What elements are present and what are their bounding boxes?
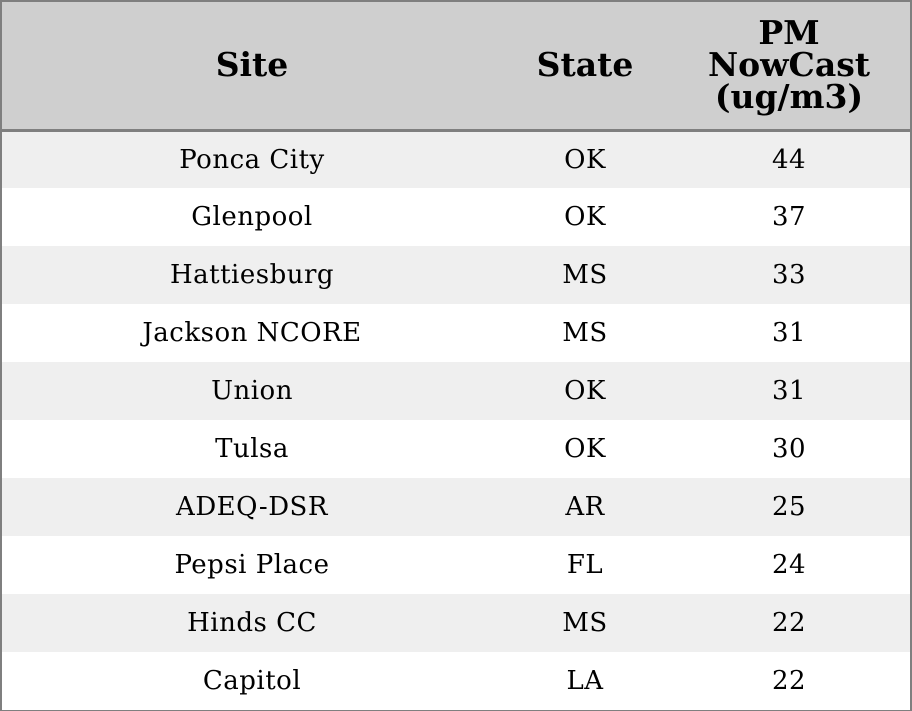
header-pm-nowcast [668, 2, 910, 130]
cell-site: Jackson NCORE [142, 318, 362, 348]
header-state [502, 2, 668, 130]
table-row [2, 246, 910, 304]
cell-pm: 44 [771, 144, 807, 175]
header-state-label: State [536, 45, 634, 85]
header-site-label: Site [215, 45, 289, 85]
table-row [2, 188, 910, 246]
cell-state: OK [564, 434, 606, 464]
table-row [2, 478, 910, 536]
cell-state: MS [562, 608, 608, 638]
cell-pm: 30 [771, 434, 807, 464]
table-row [2, 594, 910, 652]
header-pm-line-3: (ug/m3) [714, 77, 864, 117]
header-row [2, 2, 910, 130]
table-header [2, 2, 910, 130]
cell-state: AR [565, 492, 605, 522]
cell-site: Tulsa [215, 434, 289, 464]
cell-pm: 31 [771, 318, 807, 348]
cell-state: FL [566, 550, 604, 580]
cell-pm: 22 [771, 608, 807, 638]
cell-site: Pepsi Place [174, 550, 330, 580]
cell-pm: 31 [771, 376, 807, 406]
pm-nowcast-table [2, 2, 910, 710]
table-row [2, 130, 910, 188]
header-pm-line-1: PM [758, 13, 820, 53]
table-row [2, 536, 910, 594]
cell-state: OK [564, 376, 606, 406]
table-row [2, 362, 910, 420]
cell-pm: 33 [771, 260, 807, 290]
header-pm-line-2: NowCast [707, 45, 871, 85]
cell-site: ADEQ-DSR [176, 492, 328, 522]
table-row [2, 304, 910, 362]
cell-pm: 25 [771, 492, 807, 522]
cell-site: Capitol [202, 666, 302, 696]
cell-site: Glenpool [191, 202, 313, 232]
cell-state: MS [562, 260, 608, 290]
cell-site: Union [211, 376, 293, 406]
table-row [2, 420, 910, 478]
cell-pm: 24 [771, 550, 807, 580]
cell-site: Hinds CC [187, 608, 317, 638]
cell-site: Hattiesburg [169, 260, 335, 290]
cell-state: LA [566, 666, 604, 696]
table-row [2, 652, 910, 710]
cell-state: MS [562, 318, 608, 348]
cell-state: OK [564, 144, 606, 175]
cell-pm: 22 [771, 666, 807, 696]
cell-state: OK [564, 202, 606, 232]
table-body [2, 130, 910, 710]
cell-site: Ponca City [179, 144, 325, 175]
cell-pm: 37 [771, 202, 807, 232]
header-site [2, 2, 502, 130]
